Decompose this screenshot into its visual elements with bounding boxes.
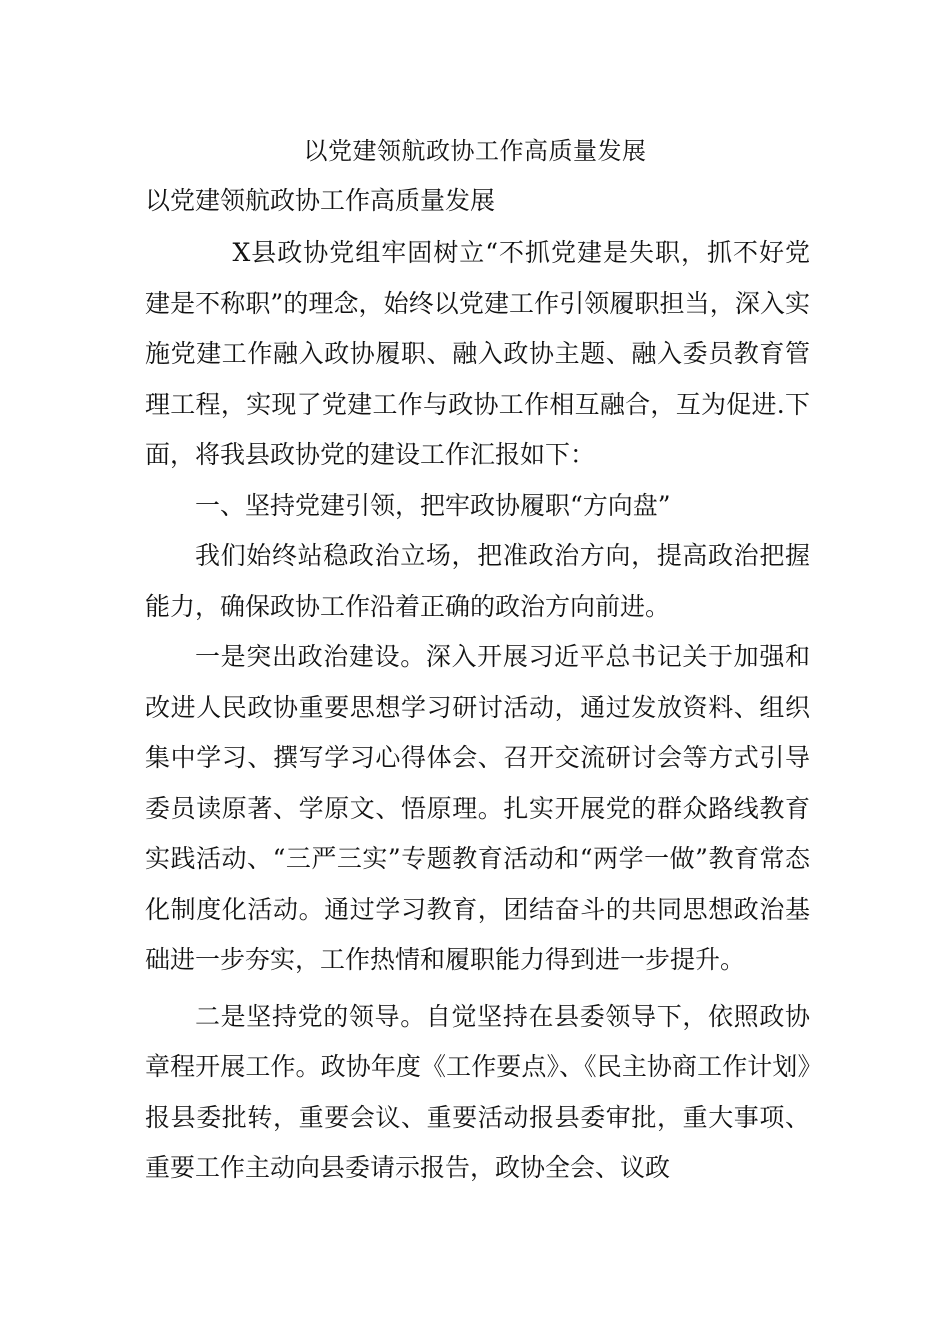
document-subtitle: 以党建领航政协工作高质量发展 <box>145 186 496 215</box>
paragraph-section-1-summary: 我们始终站稳政治立场，把准政治方向，提高政治把握能力，确保政协工作沿着正确的政治方向前进。 <box>145 541 810 621</box>
section-heading-1: 一、坚持党建引领，把牢政协履职“方向盘” <box>195 490 671 520</box>
paragraph-intro: X县政协党组牢固树立“不抓党建是失职，抓不好党建是不称职”的理念，始终以党建工作引领履职担当，深入实施党建工作融入政协履职、融入政协主题、融入委员教育管理工程，实现了党建工作与政协工作相互融合，互为促进.下面，将我县政协党的建设工作汇报如下： <box>145 238 810 469</box>
paragraph-political-building: 一是突出政治建设。深入开展习近平总书记关于加强和改进人民政协重要思想学习研讨活动，通过发放资料、组织集中学习、撰写学习心得体会、召开交流研讨会等方式引导委员读原著、学原文、悟原理。扎实开展党的群众路线教育实践活动、“三严三实”专题教育活动和“两学一做”教育常态化制度化活动。通过学习教育，团结奋斗的共同思想政治基础进一步夯实，工作热情和履职能力得到进一步提升。 <box>145 642 810 974</box>
document-body <box>145 228 810 1194</box>
paragraph-party-leadership: 二是坚持党的领导。自觉坚持在县委领导下，依照政协章程开展工作。政协年度《工作要点》、《民主协商工作计划》报县委批转，重要会议、重要活动报县委审批，重大事项、重要工作主动向县委请示报告，政协全会、议政 <box>145 1001 810 1182</box>
document-title: 以党建领航政协工作高质量发展 <box>303 137 647 165</box>
